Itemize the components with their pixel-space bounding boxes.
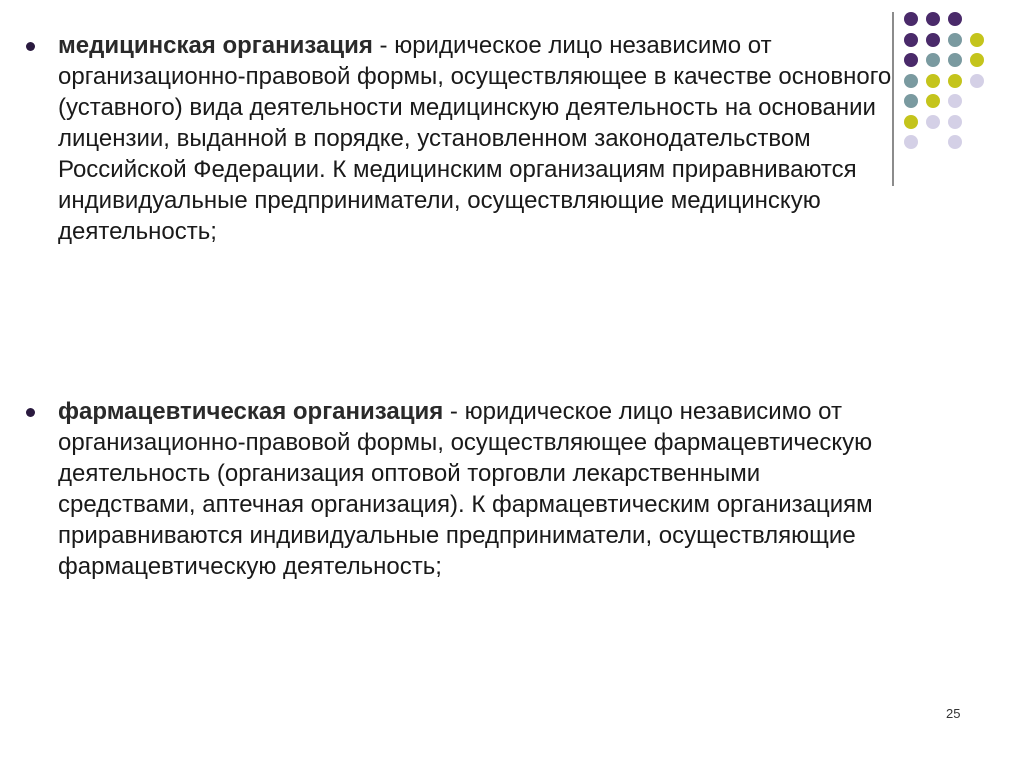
bullet-paragraph: [58, 30, 896, 247]
definition-medical-organization: - юридическое лицо независимо от организационно-правовой формы, осуществляющее в качестве основного (уставного) вида деятельности медицинскую деятельность на основании лицензии, выданной в порядке, установленном законодательством Российской Федерации. К медицинским организациям приравниваются индивидуальные предприниматели, осуществляющие медицинскую деятельность;: [58, 32, 892, 245]
decorative-dot: [948, 12, 962, 26]
decorative-dot: [904, 12, 918, 26]
bullet-marker-icon: [26, 408, 35, 417]
definition-pharmaceutical-organization: - юридическое лицо независимо от организационно-правовой формы, осуществляющее фармацевтическую деятельность (организация оптовой торговли лекарственными средствами, аптечная организация). К фармацевтическим организациям приравниваются индивидуальные предприниматели, осуществляющие фармацевтическую деятельность;: [58, 398, 873, 580]
decorative-dot: [926, 33, 940, 47]
decorative-dot: [904, 94, 918, 108]
decorative-dot: [926, 74, 940, 88]
decorative-dot-grid: [904, 12, 1014, 162]
bullet-pharmaceutical-organization: [26, 396, 896, 582]
decorative-dot: [970, 74, 984, 88]
decorative-dot: [970, 33, 984, 47]
page-number: 25: [946, 706, 961, 721]
bullet-marker-icon: [26, 42, 35, 51]
decorative-dot: [948, 135, 962, 149]
decorative-dot: [948, 94, 962, 108]
decorative-dot: [948, 115, 962, 129]
decorative-dot: [948, 53, 962, 67]
decorative-dot: [926, 12, 940, 26]
decorative-dot: [970, 53, 984, 67]
decorative-dot: [948, 33, 962, 47]
bullet-medical-organization: [26, 30, 896, 247]
term-pharmaceutical-organization: фармацевтическая организация: [58, 398, 444, 425]
decorative-dot: [904, 33, 918, 47]
decorative-dot: [926, 53, 940, 67]
decorative-dot: [904, 53, 918, 67]
decorative-dot: [948, 74, 962, 88]
term-medical-organization: медицинская организация: [58, 32, 373, 59]
decorative-dot: [904, 74, 918, 88]
decorative-dot: [904, 115, 918, 129]
decorative-dot: [926, 94, 940, 108]
bullet-paragraph: [58, 396, 896, 582]
decorative-dot: [904, 135, 918, 149]
decorative-dot: [926, 115, 940, 129]
